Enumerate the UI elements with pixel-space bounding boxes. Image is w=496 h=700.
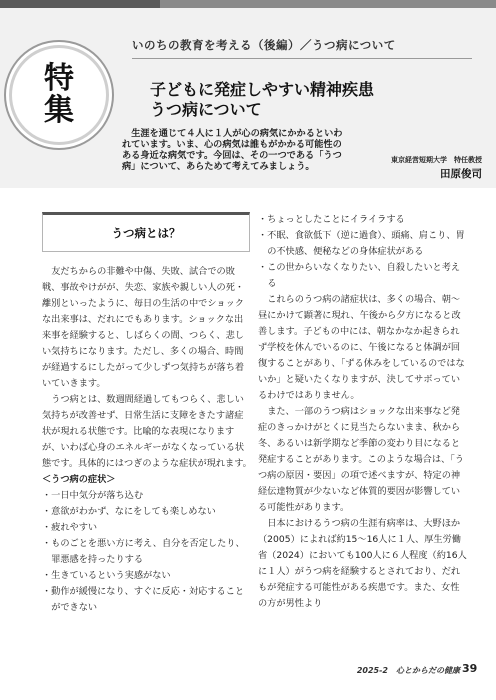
symptoms-list: [42, 488, 252, 616]
lead-paragraph: 生涯を通じて４人に１人が心の病気にかかるといわれています。いま、心の病気は誰もがかかる可能性のある身近な病気です。今回は、その一つである「うつ病」について、あらためて考えてみましょう。: [122, 128, 343, 172]
list-item: ・不眠、食欲低下（逆に過食）、頭痛、肩こり、胃の不快感、便秘などの身体症状がある: [258, 230, 465, 257]
section-heading: うつ病とは？: [111, 226, 181, 240]
right-column: [258, 212, 468, 612]
body-paragraph: これらのうつ病の諸症状は、多くの場合、朝〜昼にかけて顕著に現れ、午後から夕方になると改善します。子どもの中には、朝なかなか起きられず学校を休んでいるのに、午後になると体調が回復することがあり、「ずる休みをしているのではないか」と疑いたくなりますが、決してサボっているわけではありません。: [258, 294, 465, 401]
list-item: ・意欲がわかず、なにをしても楽しめない: [42, 506, 216, 517]
body-paragraph: また、一部のうつ病はショックな出来事など発症のきっかけがとくに見当たらないまま、秋から冬、あるいは新学期など季節の変わり目になると発症することがあります。このような場合は、「うつ病の原因・要因」の項で述べますが、特定の神経伝達物質が少ないなど体質的要因が影響している可能性があります。: [258, 406, 464, 513]
section-heading-box: [42, 212, 250, 252]
left-column: [42, 212, 252, 616]
list-item: ・動作が緩慢になり、すぐに反応・対応することができない: [42, 586, 245, 613]
feature-badge-text: [12, 48, 106, 142]
article-title-line-2: うつ病について: [150, 100, 262, 119]
page-number: 39: [462, 662, 478, 675]
list-item: ・ものごとを悪い方に考え、自分を否定したり、罪悪感を持ったりする: [42, 538, 245, 565]
badge-char-2: 集: [44, 93, 74, 128]
header-band: [0, 0, 496, 188]
feature-badge: [12, 48, 106, 142]
list-item: ・疲れやすい: [42, 522, 98, 533]
list-item: ・この世からいなくなりたい、自殺したいと考える: [258, 262, 461, 289]
series-title-rule: [132, 58, 472, 59]
header-top-stripe: [0, 0, 160, 8]
body-paragraph: うつ病とは、数週間経過してもつらく、悲しい気持ちが改善せず、日常生活に支障をきたす諸症状が現れる状態です。比喩的な表現になりますが、いわば心身のエネルギーがなくなっている状態です。具体的にはつぎのような症状が現れます。: [42, 394, 252, 469]
footer-issue: 2025-2 心とからだの健康: [356, 666, 460, 675]
article-title: [150, 80, 374, 120]
badge-char-1: 特: [44, 61, 74, 96]
header-top-bar: [0, 0, 496, 8]
body-paragraph: 日本におけるうつ病の生涯有病率は、大野ほか（2005）によれば約15〜16人に１人、厚生労働省（2024）においても100人に６人程度（約16人に１人）がうつ病を経験するとされており、だれもが発症する可能性がある疾患です。また、女性の方が男性より: [258, 518, 467, 609]
article-title-line-1: 子どもに発症しやすい精神疾患: [150, 80, 375, 99]
list-item: ・一日中気分が落ち込む: [42, 490, 144, 501]
series-title: いのちの教育を考える（後編）／うつ病について: [132, 38, 396, 52]
body-paragraph: 友だちからの非難や中傷、失敗、試合での敗戦、事故やけがが、失恋、家族や親しい人の死・離別といったように、毎日の生活の中でショックな出来事は、だれにでもあります。ショックな出来事を経験すると、しばらくの間、つらく、悲しい気持ちになります。ただし、多くの場合、時間が経過するにしたがって少しずつ気持ちが落ち着いていきます。: [42, 266, 245, 389]
author-affiliation: 東京経営短期大学 特任教授: [391, 156, 482, 164]
list-item: ・生きているという実感がない: [42, 570, 171, 581]
list-item: ・ちょっとしたことにイライラする: [258, 214, 405, 225]
symptoms-list-continued: [258, 212, 468, 292]
symptoms-heading: ＜うつ病の症状＞: [42, 474, 116, 485]
author-name: 田原俊司: [440, 168, 482, 180]
